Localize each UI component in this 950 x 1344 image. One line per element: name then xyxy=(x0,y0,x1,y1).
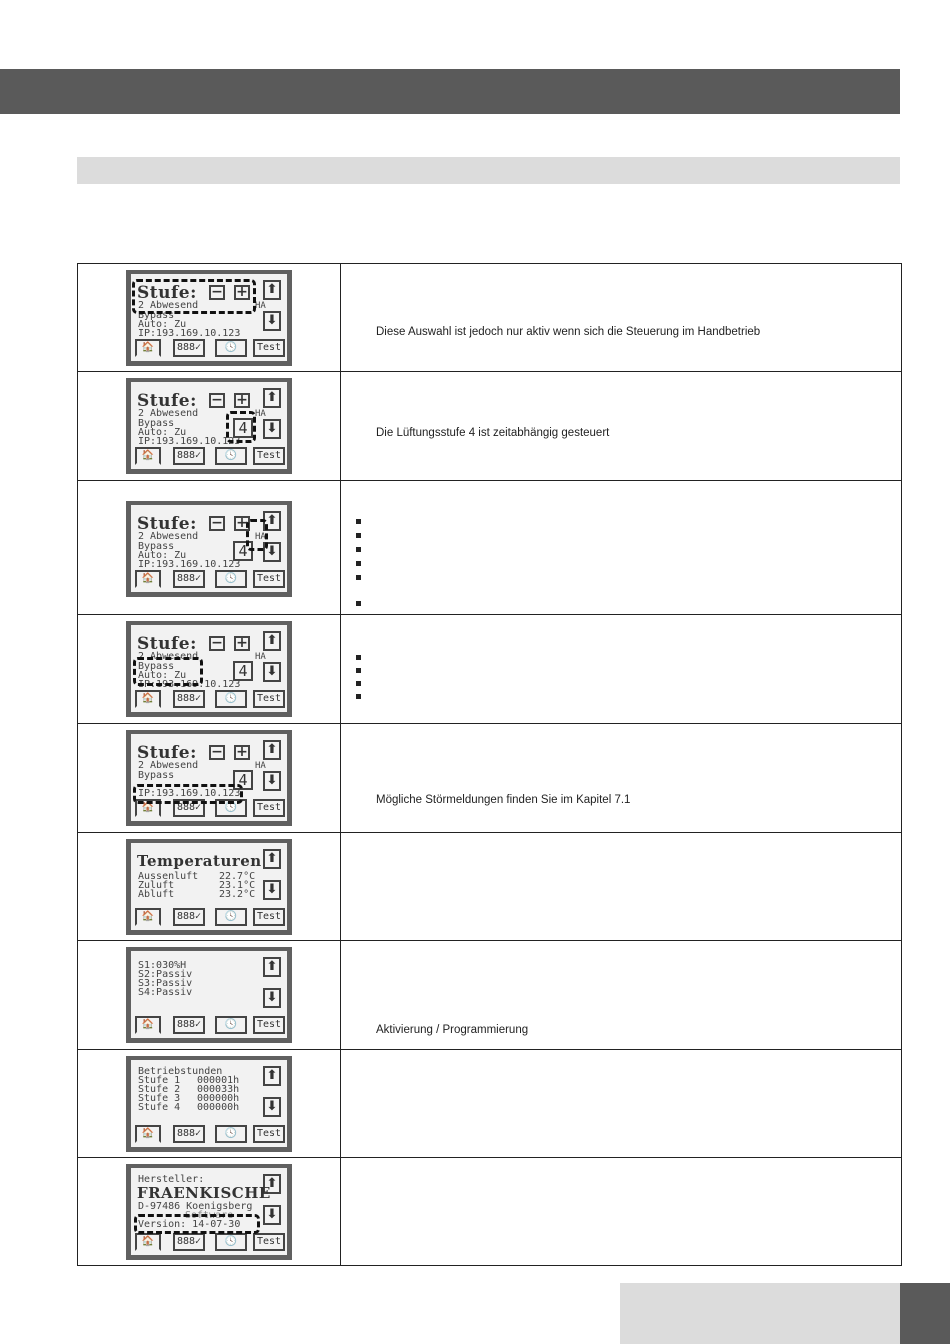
sensor-line: S3:Passiv xyxy=(138,978,193,989)
ha-indicator: HA xyxy=(255,652,266,662)
hours-label: Stufe 4 xyxy=(138,1102,181,1113)
plus-button[interactable]: + xyxy=(234,285,250,300)
arrow-down-icon[interactable]: ⬇ xyxy=(263,419,281,439)
lcd-screen-stufe xyxy=(126,621,292,717)
screen-cell xyxy=(78,941,341,1050)
stage-indicator: 4 xyxy=(233,770,253,790)
stufe-title: Stufe: xyxy=(137,743,197,763)
description-cell xyxy=(341,481,902,615)
ip-line: IP:193.169.10.123 xyxy=(138,788,241,799)
table-row xyxy=(78,372,902,481)
table-row xyxy=(78,1158,902,1266)
sensor-line: S4:Passiv xyxy=(138,987,193,998)
service-tab-icon[interactable]: Test xyxy=(253,1016,285,1034)
home-tab-icon[interactable]: 🏠 xyxy=(135,908,161,926)
chapter-header-bar xyxy=(0,69,900,114)
arrow-up-icon[interactable]: ⬆ xyxy=(263,957,281,977)
bypass-line: Bypass xyxy=(138,418,175,429)
bullet xyxy=(356,519,361,524)
bullet xyxy=(356,681,361,686)
home-tab-icon[interactable]: 🏠 xyxy=(135,447,161,465)
highlight-stage-4 xyxy=(226,411,256,443)
home-tab-icon[interactable]: 🏠 xyxy=(135,799,161,817)
table-row xyxy=(78,264,902,372)
service-tab-icon[interactable]: Test xyxy=(253,447,285,465)
screen-cell xyxy=(78,1158,341,1266)
highlight-stufe-buttons xyxy=(132,279,256,314)
table-row xyxy=(78,833,902,941)
footer-page-marker xyxy=(900,1283,950,1344)
data-tab-icon[interactable]: 888✓ xyxy=(173,339,205,357)
temp-label: Zuluft xyxy=(138,880,175,891)
arrow-up-icon[interactable]: ⬆ xyxy=(263,740,281,760)
hours-value: 000001h xyxy=(197,1075,240,1086)
screen-cell xyxy=(78,481,341,615)
home-tab-icon[interactable]: 🏠 xyxy=(135,1016,161,1034)
display-screens-table xyxy=(77,263,902,1266)
footer-box xyxy=(620,1283,900,1344)
minus-button[interactable]: − xyxy=(209,636,225,651)
temperatures-title: Temperaturen xyxy=(137,852,262,870)
bullet xyxy=(356,668,361,673)
section-header-bar xyxy=(77,157,900,184)
arrow-down-icon[interactable]: ⬇ xyxy=(263,771,281,791)
ha-indicator: HA xyxy=(255,761,266,771)
bullet xyxy=(356,694,361,699)
service-tab-icon[interactable]: Test xyxy=(253,799,285,817)
data-tab-icon[interactable]: 888✓ xyxy=(173,1233,205,1251)
arrow-up-icon[interactable]: ⬆ xyxy=(263,1174,281,1194)
arrow-down-icon[interactable]: ⬇ xyxy=(263,662,281,682)
ha-indicator: HA xyxy=(255,532,266,542)
screen-cell xyxy=(78,264,341,372)
data-tab-icon[interactable]: 888✓ xyxy=(173,799,205,817)
bullet xyxy=(356,561,361,566)
clock-tab-icon[interactable]: 🕓 xyxy=(215,908,247,926)
clock-tab-icon[interactable]: 🕓 xyxy=(215,339,247,357)
minus-button[interactable]: − xyxy=(209,393,225,408)
hours-title: Betriebstunden xyxy=(138,1066,223,1077)
data-tab-icon[interactable]: 888✓ xyxy=(173,1125,205,1143)
arrow-up-icon[interactable]: ⬆ xyxy=(263,631,281,651)
hours-label: Stufe 2 xyxy=(138,1084,181,1095)
sensor-line: S1:030%H xyxy=(138,960,187,971)
plus-button[interactable]: + xyxy=(234,516,250,531)
lcd-screen-stufe xyxy=(126,270,292,366)
highlight-ha xyxy=(246,519,268,551)
minus-button[interactable]: − xyxy=(209,285,225,300)
mode-line: 2 Abwesend xyxy=(138,651,199,662)
temp-value: 23.2°C xyxy=(219,889,256,900)
description-cell xyxy=(341,372,902,481)
lcd-screen-stufe xyxy=(126,501,292,597)
arrow-up-icon[interactable]: ⬆ xyxy=(263,280,281,300)
table-row xyxy=(78,481,902,615)
manufacturer-name: FRAENKISCHE xyxy=(137,1184,271,1202)
screen-cell xyxy=(78,372,341,481)
stufe-title: Stufe: xyxy=(137,391,197,411)
stufe-title: Stufe: xyxy=(137,514,197,534)
highlight-ip xyxy=(133,784,243,804)
hours-value: 000033h xyxy=(197,1084,240,1095)
screen-cell xyxy=(78,724,341,833)
plus-button[interactable]: + xyxy=(234,393,250,408)
lcd-screen-temperatures xyxy=(126,839,292,935)
home-tab-icon[interactable]: 🏠 xyxy=(135,339,161,357)
temp-label: Aussenluft xyxy=(138,871,199,882)
hours-value: 000000h xyxy=(197,1102,240,1113)
service-tab-icon[interactable]: Test xyxy=(253,1125,285,1143)
table-row xyxy=(78,1050,902,1158)
mode-line: 2 Abwesend xyxy=(138,760,199,771)
ip-line: IP:193.169.10.123 xyxy=(138,436,241,447)
screen-cell xyxy=(78,833,341,941)
lcd-screen-stufe xyxy=(126,378,292,474)
description-text: Mögliche Störmeldungen finden Sie im Kapitel 7.1 xyxy=(376,794,631,806)
clock-tab-icon[interactable]: 🕓 xyxy=(215,1233,247,1251)
bypass-line: Bypass xyxy=(138,661,175,672)
minus-button[interactable]: − xyxy=(209,516,225,531)
screen-cell xyxy=(78,615,341,724)
data-tab-icon[interactable]: 888✓ xyxy=(173,447,205,465)
ip-line: IP:193.169.10.123 xyxy=(138,679,241,690)
ha-indicator: HA xyxy=(255,301,266,311)
clock-tab-icon[interactable]: 🕓 xyxy=(215,690,247,708)
service-tab-icon[interactable]: Test xyxy=(253,570,285,588)
bypass-line: Bypass xyxy=(138,310,175,321)
plus-button[interactable]: + xyxy=(234,745,250,760)
mode-line: 2 Abwesend xyxy=(138,408,199,419)
arrow-up-icon[interactable]: ⬆ xyxy=(263,388,281,408)
arrow-up-icon[interactable]: ⬆ xyxy=(263,849,281,869)
manufacturer-address: D-97486 Koenigsberg xyxy=(138,1201,253,1212)
description-cell xyxy=(341,941,902,1050)
description-cell xyxy=(341,833,902,941)
description-text: Diese Auswahl ist jedoch nur aktiv wenn sich die Steuerung im Handbetrieb xyxy=(376,326,761,338)
home-tab-icon[interactable]: 🏠 xyxy=(135,570,161,588)
lcd-screen-operating-hours xyxy=(126,1056,292,1152)
bullet xyxy=(356,547,361,552)
bypass-line: Bypass xyxy=(138,541,175,552)
home-tab-icon[interactable]: 🏠 xyxy=(135,690,161,708)
temp-value: 22.7°C xyxy=(219,871,256,882)
mode-line: 2 Abwesend xyxy=(138,300,199,311)
software-label: Software xyxy=(185,1210,234,1221)
version-line: Version: 14-07-30 xyxy=(138,1219,241,1230)
description-cell xyxy=(341,264,902,372)
hours-label: Stufe 1 xyxy=(138,1075,181,1086)
data-tab-icon[interactable]: 888✓ xyxy=(173,908,205,926)
minus-button[interactable]: − xyxy=(209,745,225,760)
arrow-up-icon[interactable]: ⬆ xyxy=(263,1066,281,1086)
arrow-down-icon[interactable]: ⬇ xyxy=(263,988,281,1008)
description-text: Aktivierung / Programmierung xyxy=(376,1024,529,1036)
description-cell xyxy=(341,1050,902,1158)
mode-line: 2 Abwesend xyxy=(138,531,199,542)
manufacturer-label: Hersteller: xyxy=(138,1174,205,1185)
auto-line: Auto: Zu xyxy=(138,427,187,438)
data-tab-icon[interactable]: 888✓ xyxy=(173,1016,205,1034)
lcd-screen-stufe xyxy=(126,730,292,826)
ha-indicator: HA xyxy=(255,409,266,419)
bullet xyxy=(356,655,361,660)
clock-tab-icon[interactable]: 🕓 xyxy=(215,1016,247,1034)
table-row xyxy=(78,615,902,724)
stufe-title: Stufe: xyxy=(137,283,197,303)
sensor-line: S2:Passiv xyxy=(138,969,193,980)
service-tab-icon[interactable]: Test xyxy=(253,908,285,926)
description-text: Die Lüftungsstufe 4 ist zeitabhängig gesteuert xyxy=(376,427,610,439)
arrow-up-icon[interactable]: ⬆ xyxy=(263,511,281,531)
stage-indicator: 4 xyxy=(233,661,253,681)
temp-value: 23.1°C xyxy=(219,880,256,891)
hours-value: 000000h xyxy=(197,1093,240,1104)
stufe-title: Stufe: xyxy=(137,634,197,654)
stage-indicator: 4 xyxy=(233,418,253,438)
stage-indicator: 4 xyxy=(233,541,253,561)
service-tab-icon[interactable]: Test xyxy=(253,1233,285,1251)
clock-tab-icon[interactable]: 🕓 xyxy=(215,447,247,465)
arrow-down-icon[interactable]: ⬇ xyxy=(263,311,281,331)
description-cell xyxy=(341,1158,902,1266)
highlight-bypass-auto xyxy=(133,657,203,686)
clock-tab-icon[interactable]: 🕓 xyxy=(215,570,247,588)
data-tab-icon[interactable]: 888✓ xyxy=(173,570,205,588)
table-row xyxy=(78,941,902,1050)
hours-label: Stufe 3 xyxy=(138,1093,181,1104)
bullet xyxy=(356,575,361,580)
screen-cell xyxy=(78,1050,341,1158)
description-cell xyxy=(341,724,902,833)
table-row xyxy=(78,724,902,833)
arrow-down-icon[interactable]: ⬇ xyxy=(263,1097,281,1117)
bypass-line: Bypass xyxy=(138,770,175,781)
clock-tab-icon[interactable]: 🕓 xyxy=(215,1125,247,1143)
auto-line: Auto: Zu xyxy=(138,319,187,330)
home-tab-icon[interactable]: 🏠 xyxy=(135,1125,161,1143)
lcd-screen-sensors xyxy=(126,947,292,1043)
data-tab-icon[interactable]: 888✓ xyxy=(173,690,205,708)
highlight-version xyxy=(134,1214,260,1234)
clock-tab-icon[interactable]: 🕓 xyxy=(215,799,247,817)
arrow-down-icon[interactable]: ⬇ xyxy=(263,1205,281,1225)
temp-label: Abluft xyxy=(138,889,175,900)
arrow-down-icon[interactable]: ⬇ xyxy=(263,880,281,900)
service-tab-icon[interactable]: Test xyxy=(253,690,285,708)
ip-line: IP:193.169.10.123 xyxy=(138,328,241,339)
service-tab-icon[interactable]: Test xyxy=(253,339,285,357)
auto-line: Auto: Zu xyxy=(138,670,187,681)
bullet xyxy=(356,601,361,606)
auto-line: Auto: Zu xyxy=(138,550,187,561)
bullet xyxy=(356,533,361,538)
plus-button[interactable]: + xyxy=(234,636,250,651)
ip-line: IP:193.169.10.123 xyxy=(138,559,241,570)
lcd-screen-manufacturer xyxy=(126,1164,292,1260)
description-cell xyxy=(341,615,902,724)
arrow-down-icon[interactable]: ⬇ xyxy=(263,542,281,562)
home-tab-icon[interactable]: 🏠 xyxy=(135,1233,161,1251)
